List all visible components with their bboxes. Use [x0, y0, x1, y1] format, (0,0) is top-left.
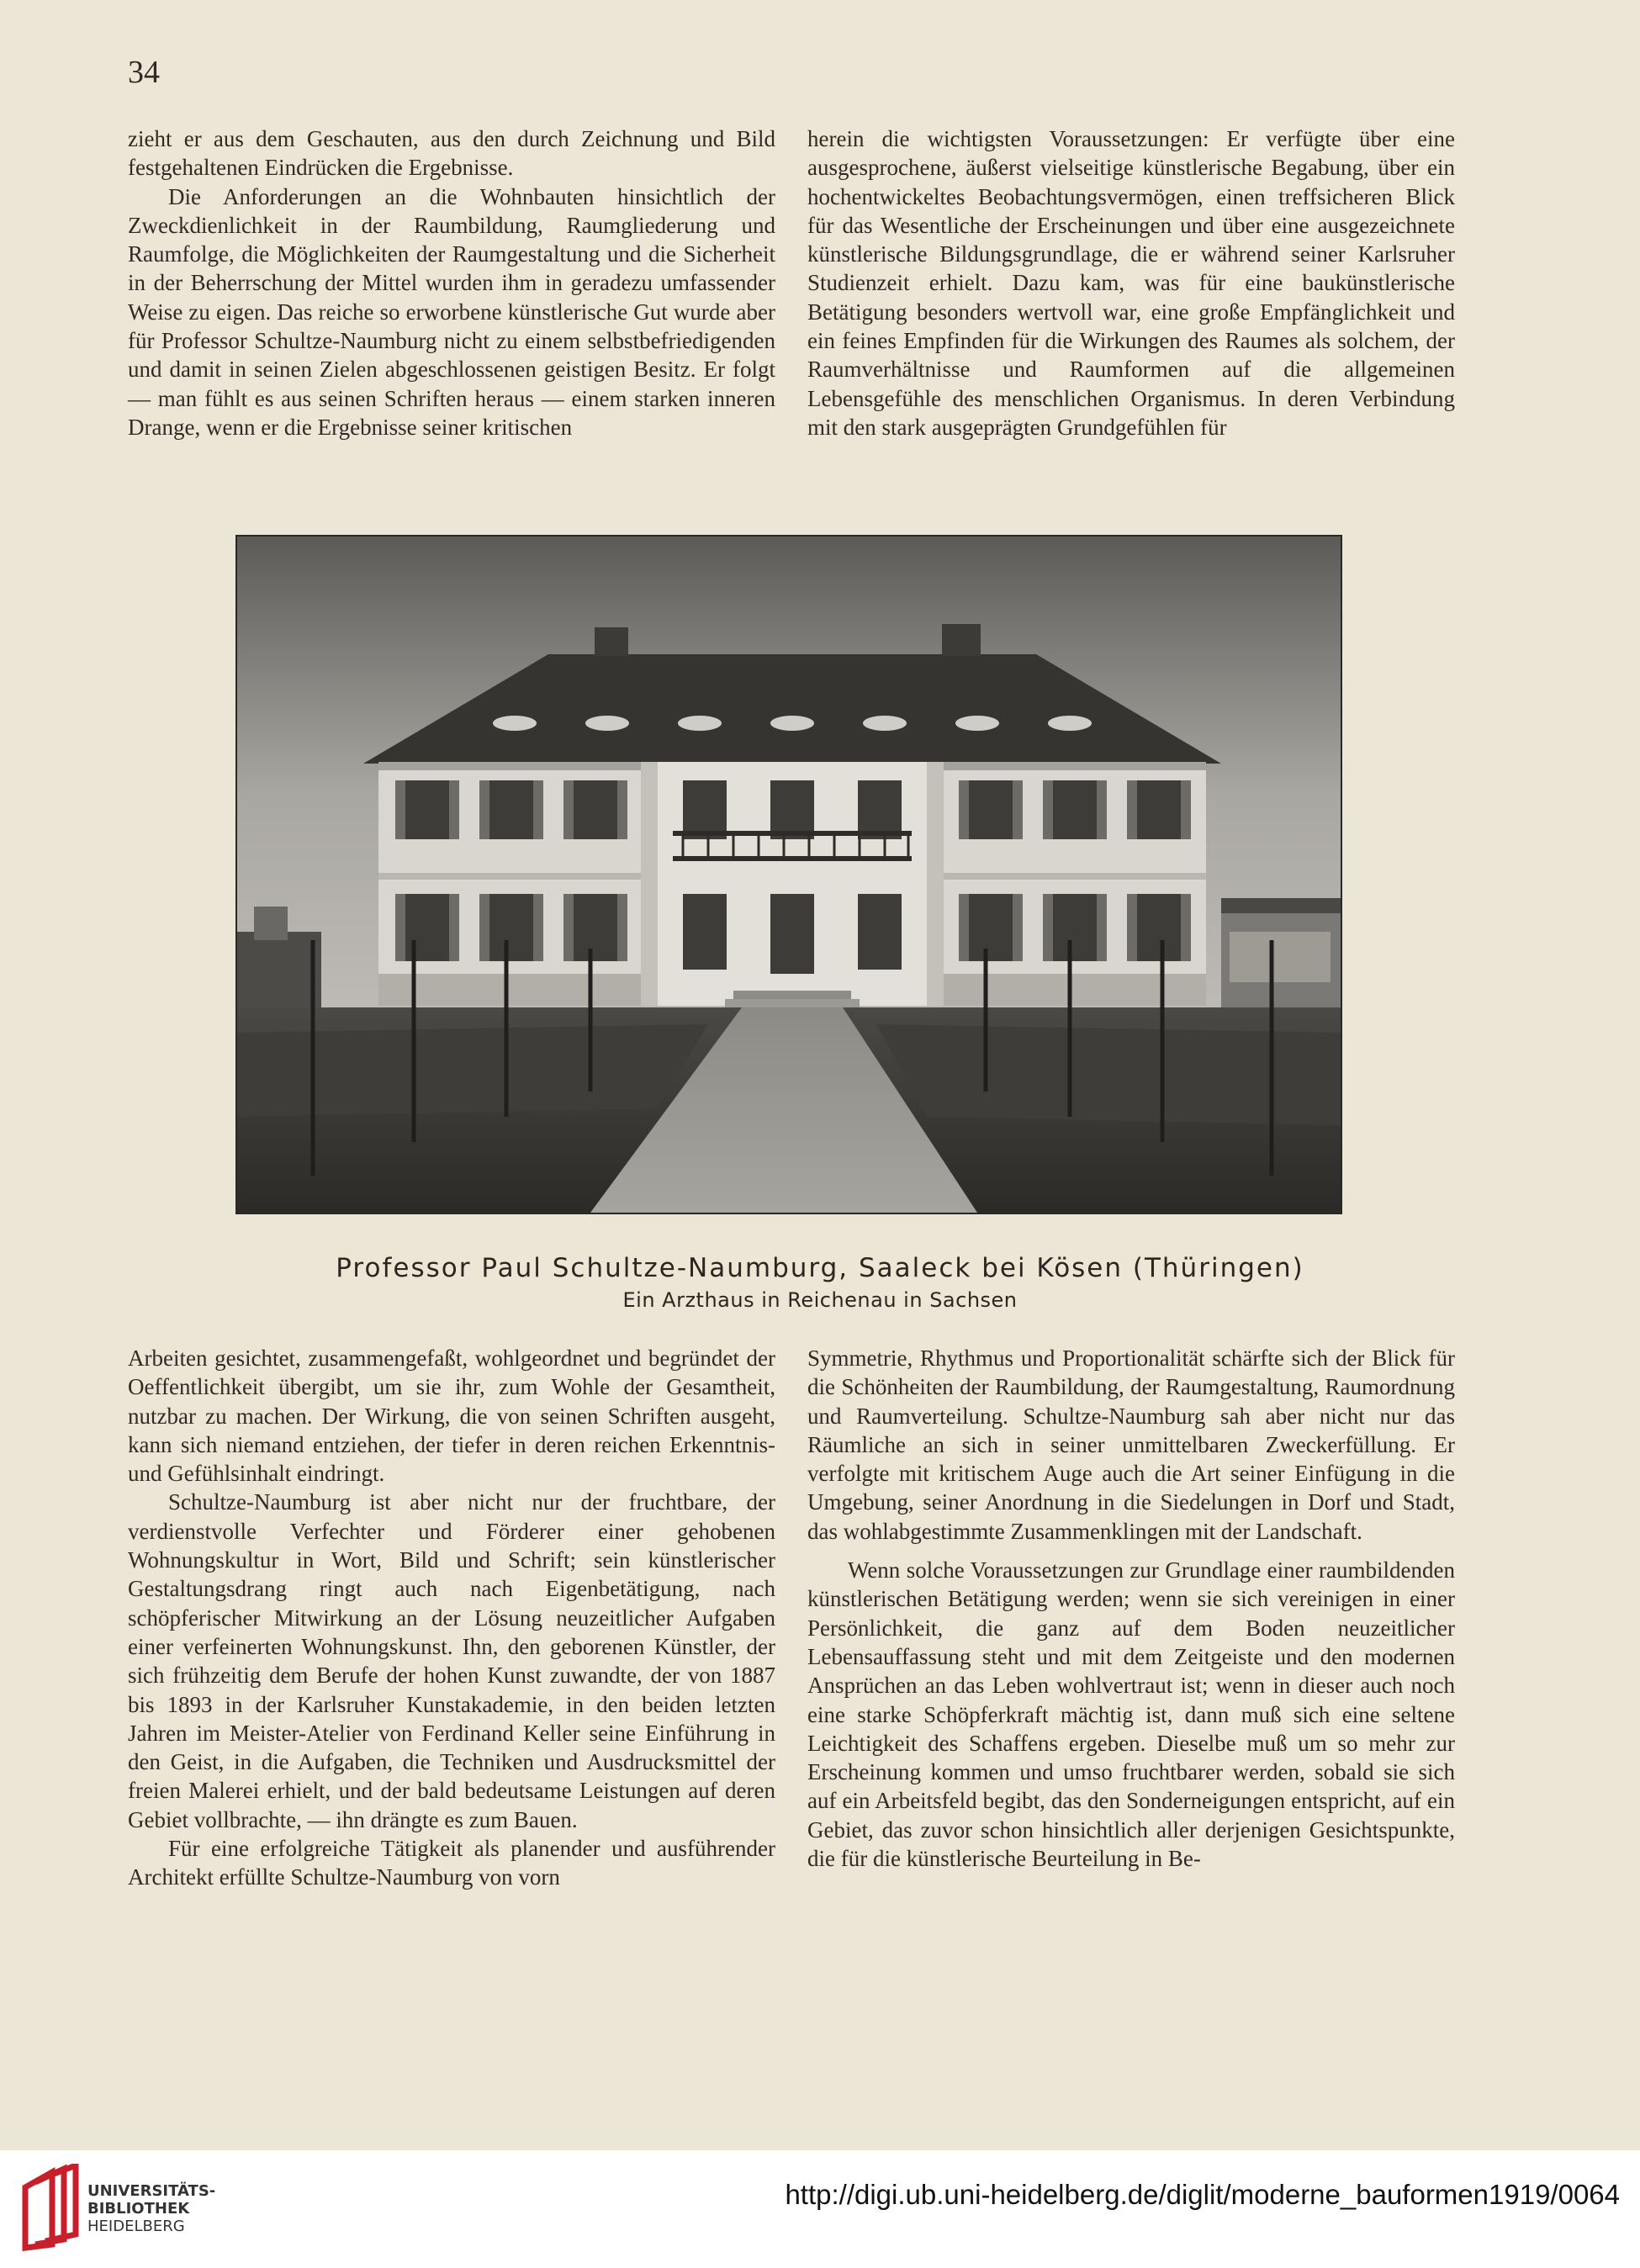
- paragraph: herein die wichtigsten Voraussetzungen: Er verfügte über eine ausgesprochene, äußerst vielseitige künstlerische Begabung, über ein hochentwickeltes Beobachtungsvermögen, einen treffsicheren Blick für das Wesentliche der Erscheinungen und über eine ausgezeichnete künstlerische Bildungsgrundlage, die er während seiner Karlsruher Studienzeit erhielt. Dazu kam, was für eine baukünstlerische Betätigung besonders wertvoll war, eine große Empfänglichkeit und ein feines Empfinden für die Wirkungen des Raumes als solchem, der Raumverhältnisse und Raumformen auf die allgemeinen Lebensgefühle des menschlichen Organismus. In deren Verbindung mit den stark ausgeprägten Grundgefühlen für: [807, 126, 1455, 440]
- house-photograph: [235, 535, 1342, 1214]
- paragraph: Für eine erfolgreiche Tätigkeit als planender und ausführender Architekt erfüllte Schultze-Naumburg von vorn: [128, 1836, 775, 1890]
- page-number: 34: [128, 55, 160, 90]
- paragraph: zieht er aus dem Geschauten, aus den durch Zeichnung und Bild festgehaltenen Eindrücken die Ergebnisse.: [128, 126, 775, 181]
- text-column-bottom-left: [128, 1344, 775, 1892]
- paragraph: Wenn solche Voraussetzungen zur Grundlage einer raumbildenden künstlerischen Betätigung werden; wenn sie sich vereinigen in einer Persönlichkeit, die ganz auf dem Boden neuzeitlicher Lebensauffassung steht und mit dem Zeitgeiste und den modernen Ansprüchen an das Leben wohlvertraut ist; wenn in dieser auch noch eine starke Schöpferkraft mächtig ist, dann muß sich eine seltene Leichtigkeit des Schaffens ergeben. Dieselbe muß um so mehr zur Erscheinung kommen und umso fruchtbarer werden, sobald sie sich auf ein Arbeitsfeld begibt, das den Sonderneigungen entspricht, auf ein Gebiet, das zuvor schon hinsichtlich aller derjenigen Gesichtspunkte, die für die künstlerische Beurteilung in Be-: [807, 1557, 1455, 1872]
- figure-caption: Professor Paul Schultze-Naumburg, Saaleck bei Kösen (Thüringen): [336, 1253, 1304, 1283]
- text-column-top-right: [807, 124, 1455, 441]
- library-name-line: HEIDELBERG: [87, 2218, 185, 2235]
- source-url[interactable]: http://digi.ub.uni-heidelberg.de/diglit/moderne_bauformen1919/0064: [785, 2179, 1620, 2210]
- paragraph: Arbeiten gesichtet, zusammengefaßt, wohlgeordnet und begründet der Oeffentlichkeit übergibt, um sie ihr, zum Wohle der Gesamtheit, nutzbar zu machen. Der Wirkung, die von seinen Schriften ausgeht, kann sich niemand entziehen, der tiefer in deren reichen Erkenntnis- und Gefühlsinhalt eindringt.: [128, 1345, 775, 1487]
- text-column-bottom-right: [807, 1344, 1455, 1873]
- footer-bar: [0, 2150, 1640, 2268]
- paragraph: Die Anforderungen an die Wohnbauten hinsichtlich der Zweckdienlichkeit in der Raumbildung, Raumgliederung und Raumfolge, die Möglichkeiten der Raumgestaltung und die Sicherheit in der Beherrschung der Mittel wurden ihm in geradezu umfassender Weise zu eigen. Das reiche so erworbene künstlerische Gut wurde aber für Professor Schultze-Naumburg nicht zu einem selbstbefriedigenden und damit in seinen Zielen abgeschlossenen geistigen Besitz. Er folgt — man fühlt es aus seinen Schriften heraus — einem starken inneren Drange, wenn er die Ergebnisse seiner kritischen: [128, 183, 775, 440]
- paragraph: Symmetrie, Rhythmus und Proportionalität schärfte sich der Blick für die Schönheiten der Raumbildung, der Raumgestaltung, Raumordnung und Raumverteilung. Schultze-Naumburg sah aber nicht nur das Räumliche an sich in seiner unmittelbaren Zweckerfüllung. Er verfolgte mit kritischem Auge auch die Art seiner Einfügung in die Umgebung, seiner Anordnung in die Siedelungen in Dorf und Stadt, das wohlabgestimmte Zusammenklingen mit der Landschaft.: [807, 1345, 1455, 1544]
- paragraph: Schultze-Naumburg ist aber nicht nur der fruchtbare, der verdienstvolle Verfechter und Förderer einer gehobenen Wohnungskultur in Wort, Bild und Schrift; sein künstlerischer Gestaltungsdrang ringt auch nach Eigenbetätigung, nach schöpferischer Mitwirkung an der Lösung neuzeitlicher Aufgaben einer verfeinerten Wohnungskunst. Ihn, den geborenen Künstler, der sich frühzeitig dem Berufe der hohen Kunst zuwandte, der von 1887 bis 1893 in der Karlsruher Kunstakademie, in den beiden letzten Jahren im Meister-Atelier von Ferdinand Keller seine Einführung in den Geist, in die Aufgaben, die Techniken und Ausdrucksmittel der freien Malerei erhielt, und der bald bedeutsame Leistungen auf deren Gebiet vollbrachte, — ihn drängte es zum Bauen.: [128, 1489, 775, 1832]
- text-column-top-left: [128, 124, 775, 441]
- figure-subcaption: Ein Arzthaus in Reichenau in Sachsen: [622, 1288, 1018, 1312]
- library-name-line: BIBLIOTHEK: [87, 2200, 190, 2218]
- library-logo-icon: [19, 2164, 82, 2255]
- library-name-line: UNIVERSITÄTS-: [87, 2182, 216, 2200]
- library-name: [87, 2182, 215, 2235]
